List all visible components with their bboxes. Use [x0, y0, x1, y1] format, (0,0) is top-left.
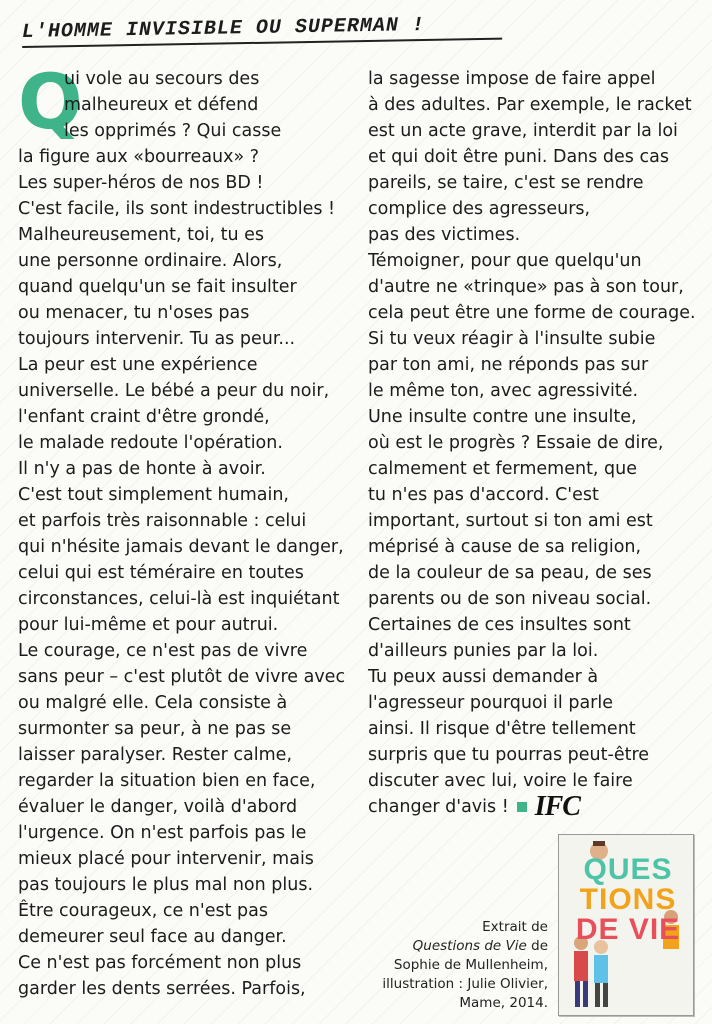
left-column-line: Ce n'est pas forcément non plus — [18, 953, 302, 973]
credit-book-name: Questions de Vie — [412, 938, 527, 954]
left-column-line: circonstances, celui-là est inquiétant — [18, 589, 340, 609]
right-column-line: l'agresseur pourquoi il parle — [368, 693, 613, 713]
left-column-line: qui n'hésite jamais devant le danger, — [18, 537, 344, 557]
left-column-line: malheureux et défend — [64, 95, 259, 115]
left-column-line: C'est facile, ils sont indestructibles ! — [18, 199, 336, 219]
right-column-line: complice des agresseurs, — [368, 199, 591, 219]
book-credit — [372, 918, 548, 1013]
left-column-line: Malheureusement, toi, tu es — [18, 225, 265, 245]
right-column-line: est un acte grave, interdit par la loi — [368, 121, 678, 141]
book-cover — [558, 834, 694, 1016]
left-column-line: une personne ordinaire. Alors, — [18, 251, 283, 271]
right-column-line: ainsi. Il risque d'être tellement — [368, 719, 636, 739]
left-column-line: ui vole au secours des — [64, 69, 260, 89]
right-column-line: important, surtout si ton ami est — [368, 511, 653, 531]
left-column-line: La peur est une expérience — [18, 355, 258, 375]
credit-line-3: Sophie de Mullenheim, — [393, 957, 548, 973]
left-column-line: sans peur – c'est plutôt de vivre avec — [18, 667, 346, 687]
left-column-line: demeurer seul face au danger. — [18, 927, 287, 947]
credit-line-2-suffix: de — [526, 938, 548, 954]
right-column-line: cela peut être une forme de courage. — [368, 303, 696, 323]
right-column-line: Témoigner, pour que quelqu'un — [368, 251, 642, 271]
closing-line — [368, 791, 580, 822]
book-cover-title-word: DE VIE — [575, 913, 681, 946]
left-column-line: celui qui est téméraire en toutes — [18, 563, 304, 583]
right-column-line: par ton ami, ne réponds pas sur — [368, 355, 649, 375]
right-column-line: parents ou de son niveau social. — [368, 589, 652, 609]
left-column-line: pour lui-même et pour autrui. — [18, 615, 279, 635]
left-column-line: C'est tout simplement humain, — [18, 485, 289, 505]
book-cover-title — [565, 855, 691, 945]
left-column-line: la figure aux «bourreaux» ? — [18, 147, 260, 167]
left-column-line: pas toujours le plus mal non plus. — [18, 875, 314, 895]
right-column-line: de la couleur de sa peau, de ses — [368, 563, 652, 583]
right-column-line: calmement et fermement, que — [368, 459, 638, 479]
article-title: L'HOMME INVISIBLE OU SUPERMAN ! — [22, 12, 502, 48]
right-column-line: à des adultes. Par exemple, le racket — [368, 95, 692, 115]
left-column — [18, 57, 358, 1002]
book-cover-title-word: TIONS — [579, 883, 677, 916]
left-column-line: Le courage, ce n'est pas de vivre — [18, 641, 308, 661]
left-column-line: Les super-héros de nos BD ! — [18, 173, 264, 193]
right-column-line: méprisé à cause de sa religion, — [368, 537, 642, 557]
right-column-line: discuter avec lui, voire le faire — [368, 771, 633, 791]
left-column-line: et parfois très raisonnable : celui — [18, 511, 307, 531]
right-column-line: pas des victimes. — [368, 225, 521, 245]
right-column-line: d'autre ne «trinque» pas à son tour, — [368, 277, 684, 297]
right-column-line: Une insulte contre une insulte, — [368, 407, 637, 427]
right-column-line: d'ailleurs punies par la loi. — [368, 641, 599, 661]
closing-text: changer d'avis ! — [368, 797, 509, 817]
credit-line-1: Extrait de — [482, 919, 548, 935]
right-column-line: où est le progrès ? Essaie de dire, — [368, 433, 664, 453]
left-column-line: mieux placé pour intervenir, mais — [18, 849, 314, 869]
left-column-line: laisser paralyser. Rester calme, — [18, 745, 293, 765]
left-column-line: ou malgré elle. Cela consiste à — [18, 693, 288, 713]
left-column-line: le malade redoute l'opération. — [18, 433, 283, 453]
left-column-line: quand quelqu'un se fait insulter — [18, 277, 297, 297]
left-column-line: les opprimés ? Qui casse — [64, 121, 282, 141]
left-column-line: évaluer le danger, voilà d'abord — [18, 797, 298, 817]
left-column-line: surmonter sa peur, à ne pas se — [18, 719, 292, 739]
right-column-line: pareils, se taire, c'est se rendre — [368, 173, 644, 193]
right-column-line: surpris que tu pourras peut-être — [368, 745, 650, 765]
right-column-line: Si tu veux réagir à l'insulte subie — [368, 329, 656, 349]
left-column-line: garder les dents serrées. Parfois, — [18, 979, 306, 999]
left-column-line: l'enfant craint d'être grondé, — [18, 407, 270, 427]
left-column-line: l'urgence. On n'est parfois pas le — [18, 823, 307, 843]
left-column-line: ou menacer, tu n'oses pas — [18, 303, 250, 323]
left-column-line: Être courageux, ce n'est pas — [18, 901, 268, 921]
credit-line-5: Mame, 2014. — [459, 995, 548, 1011]
author-signature: IFC — [534, 791, 580, 822]
end-marker-icon — [517, 802, 527, 812]
dropcap-letter: Q — [18, 57, 83, 146]
book-cover-title-word: QUES — [583, 853, 673, 886]
left-column-line: toujours intervenir. Tu as peur... — [18, 329, 296, 349]
right-column-line: Certaines de ces insultes sont — [368, 615, 631, 635]
credit-line-4: illustration : Julie Olivier, — [382, 976, 548, 992]
left-column-line: universelle. Le bébé a peur du noir, — [18, 381, 330, 401]
right-column-line: et qui doit être puni. Dans des cas — [368, 147, 669, 167]
right-column-line: Tu peux aussi demander à — [368, 667, 599, 687]
right-column-line: tu n'es pas d'accord. C'est — [368, 485, 599, 505]
left-column-line: regarder la situation bien en face, — [18, 771, 316, 791]
left-column-line: Il n'y a pas de honte à avoir. — [18, 459, 266, 479]
right-column-line: le même ton, avec agressivité. — [368, 381, 639, 401]
credit-line-2 — [372, 937, 548, 956]
right-column-line: la sagesse impose de faire appel — [368, 69, 656, 89]
right-column — [368, 66, 698, 820]
